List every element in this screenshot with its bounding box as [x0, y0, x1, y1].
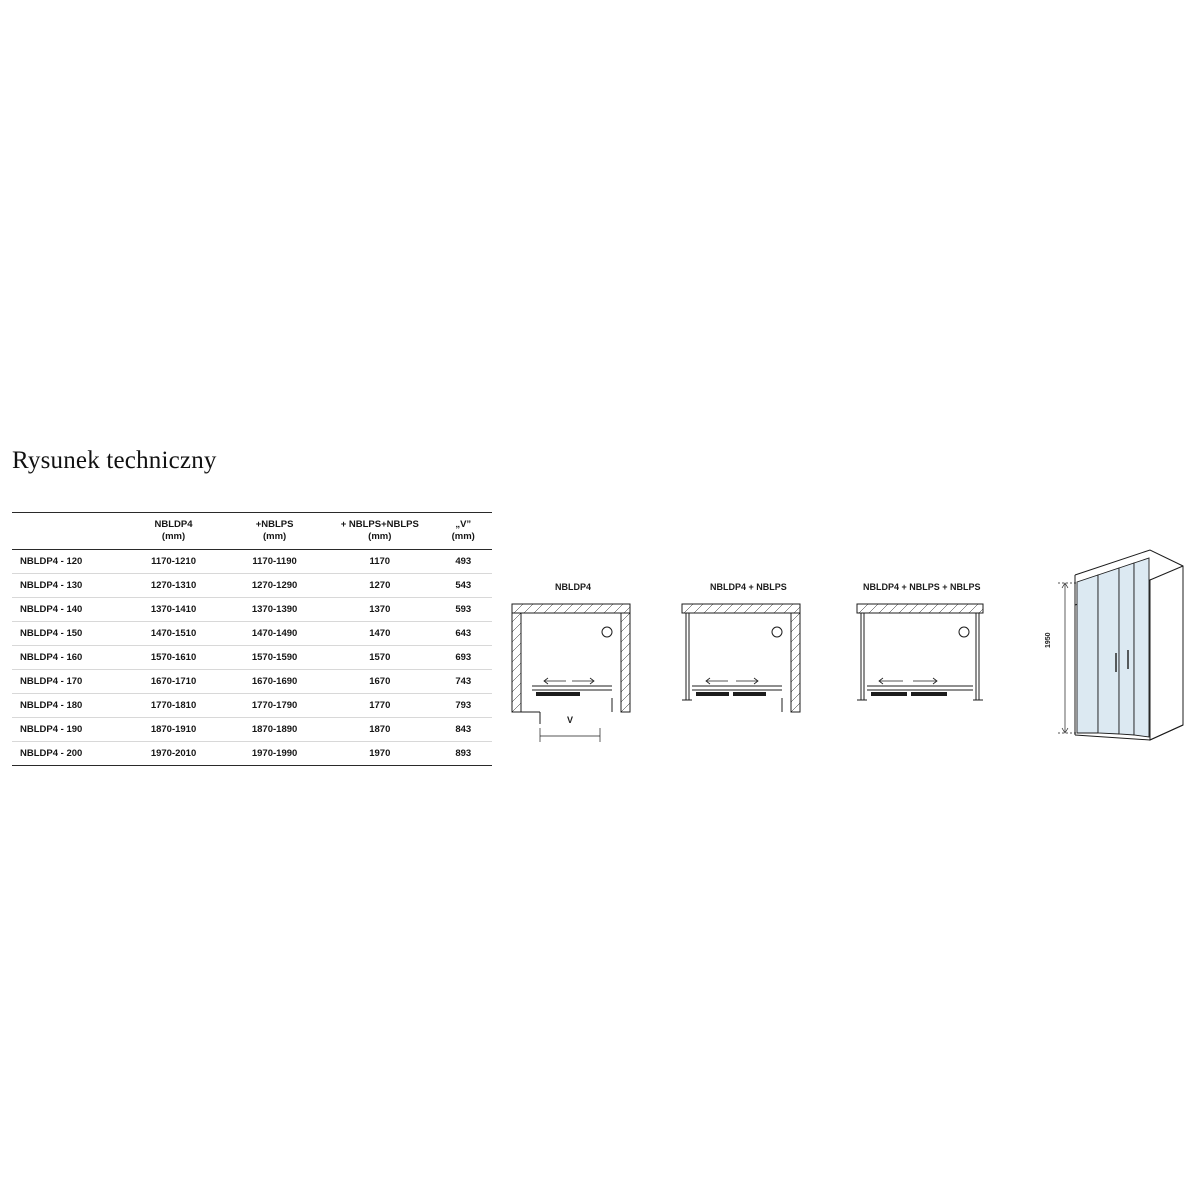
table-row [12, 574, 492, 598]
row-v: 793 [434, 694, 492, 718]
row-nbldp4: 1970-2010 [123, 742, 224, 766]
row-name: NBLDP4 - 180 [12, 694, 123, 718]
row-nblps: 1970-1990 [224, 742, 325, 766]
row-nbldp4: 1270-1310 [123, 574, 224, 598]
table-row [12, 718, 492, 742]
row-v: 743 [434, 670, 492, 694]
row-nblps: 1470-1490 [224, 622, 325, 646]
row-nblps-nblps: 1970 [325, 742, 434, 766]
table-header-cell-nblps-nblps [325, 513, 434, 550]
table-row [12, 646, 492, 670]
row-nbldp4: 1670-1710 [123, 670, 224, 694]
row-name: NBLDP4 - 140 [12, 598, 123, 622]
table-header-cell-nbldp4 [123, 513, 224, 550]
perspective-height-label: 1950 [1045, 632, 1052, 648]
row-nbldp4: 1870-1910 [123, 718, 224, 742]
header-unit: (mm) [451, 531, 475, 542]
header-label: +NBLPS [255, 518, 294, 530]
row-name: NBLDP4 - 160 [12, 646, 123, 670]
row-name: NBLDP4 - 200 [12, 742, 123, 766]
plan-drawing-nbldp4-svg [500, 582, 650, 752]
row-nblps: 1770-1790 [224, 694, 325, 718]
plan-drawing-nbldp4-nblps [670, 582, 820, 742]
table-row [12, 670, 492, 694]
row-nbldp4: 1570-1610 [123, 646, 224, 670]
row-nbldp4: 1470-1510 [123, 622, 224, 646]
row-v: 593 [434, 598, 492, 622]
header-unit: (mm) [161, 531, 186, 542]
row-nblps: 1170-1190 [224, 550, 325, 574]
row-name: NBLDP4 - 130 [12, 574, 123, 598]
plan-drawing-nbldp4-caption: NBLDP4 [555, 582, 592, 592]
row-v: 693 [434, 646, 492, 670]
plan-drawing-nbldp4-nblps-svg [670, 582, 820, 742]
plan-drawing-nbldp4-nblps-nblps-svg [845, 582, 1005, 742]
row-nblps: 1270-1290 [224, 574, 325, 598]
table-row [12, 694, 492, 718]
row-name: NBLDP4 - 190 [12, 718, 123, 742]
header-label: NBLDP4 [154, 518, 193, 530]
row-name: NBLDP4 - 170 [12, 670, 123, 694]
row-nblps: 1670-1690 [224, 670, 325, 694]
row-nblps-nblps: 1370 [325, 598, 434, 622]
row-v: 893 [434, 742, 492, 766]
table-row [12, 598, 492, 622]
header-label: „V” [455, 518, 472, 530]
row-nblps-nblps: 1570 [325, 646, 434, 670]
page-title: Rysunek techniczny [12, 447, 217, 474]
plan-drawing-nbldp4 [500, 582, 650, 752]
row-name: NBLDP4 - 150 [12, 622, 123, 646]
table-header-row [12, 513, 492, 550]
row-nblps-nblps: 1670 [325, 670, 434, 694]
row-v: 543 [434, 574, 492, 598]
table-row [12, 742, 492, 766]
row-nblps: 1870-1890 [224, 718, 325, 742]
specification-table [12, 512, 492, 766]
row-nblps-nblps: 1270 [325, 574, 434, 598]
header-unit: (mm) [262, 531, 287, 542]
row-nblps: 1570-1590 [224, 646, 325, 670]
row-nbldp4: 1370-1410 [123, 598, 224, 622]
row-nblps-nblps: 1170 [325, 550, 434, 574]
table-header-cell-nblps [224, 513, 325, 550]
plan-drawing-nbldp4-nblps-caption: NBLDP4 + NBLPS [710, 582, 787, 592]
plan-drawing-nbldp4-nblps-nblps-caption: NBLDP4 + NBLPS + NBLPS [863, 582, 981, 592]
row-name: NBLDP4 - 120 [12, 550, 123, 574]
header-label: + NBLPS+NBLPS [340, 518, 419, 530]
perspective-drawing [1040, 520, 1190, 780]
plan-drawing-nbldp4-nblps-nblps [845, 582, 1005, 742]
table-header-cell-v [434, 513, 492, 550]
row-nblps-nblps: 1470 [325, 622, 434, 646]
table-row [12, 622, 492, 646]
row-v: 643 [434, 622, 492, 646]
header-unit: (mm) [368, 531, 392, 542]
perspective-drawing-svg [1040, 520, 1190, 780]
row-nbldp4: 1170-1210 [123, 550, 224, 574]
plan-drawing-nbldp4-dimension-v: V [567, 715, 574, 725]
table-row [12, 550, 492, 574]
row-nblps-nblps: 1770 [325, 694, 434, 718]
row-v: 493 [434, 550, 492, 574]
row-nbldp4: 1770-1810 [123, 694, 224, 718]
table-header-cell-blank [12, 513, 123, 550]
row-nblps-nblps: 1870 [325, 718, 434, 742]
row-v: 843 [434, 718, 492, 742]
row-nblps: 1370-1390 [224, 598, 325, 622]
